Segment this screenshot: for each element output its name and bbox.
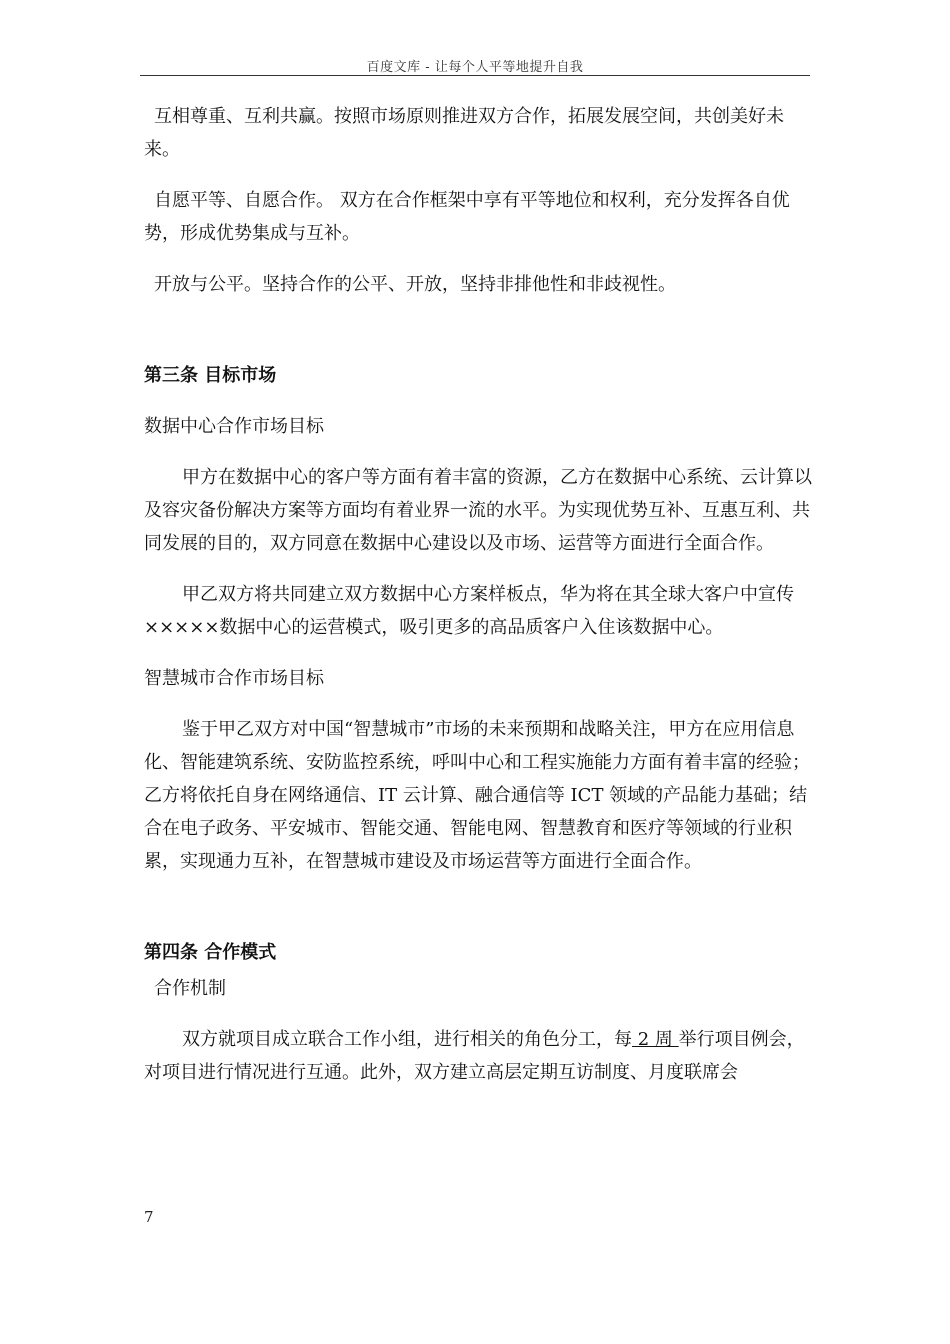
working-group-text-end: 举行项目例会，对项目进行情况进行互通。此外，双方建立高层定期互访制度、月度联席会 (144, 1029, 805, 1083)
subheading-smartcity-target: 智慧城市合作市场目标 (144, 668, 324, 689)
subheading-cooperation-mechanism: 合作机制 (154, 978, 226, 999)
working-group-text-start: 双方就项目成立联合工作小组，进行相关的角色分工，每 (182, 1029, 632, 1050)
paragraph-smartcity-cooperation: 鉴于甲乙双方对中国“智慧城市”市场的未来预期和战略关注，甲方在应用信息化、智能建筑系统、安防监控系统，呼叫中心和工程实施能力方面有着丰富的经验；乙方将依托自身在网络通信、IT 云计算、融合通信等 ICT 领域的产品能力基础；结合在电子政务、平安城市、智能交通、智能电网、智慧教育和医疗等领域的行业积累，实现通力互补，在智慧城市建设及市场运营等方面进行全面合作。 (144, 719, 810, 872)
page-header: 百度文库 - 让每个人平等地提升自我 (366, 60, 584, 75)
paragraph-openness-fairness: 开放与公平。坚持合作的公平、开放，坚持非排他性和非歧视性。 (154, 274, 676, 295)
subheading-datacenter-target: 数据中心合作市场目标 (144, 416, 324, 437)
paragraph-datacenter-cooperation: 甲方在数据中心的客户等方面有着丰富的资源，乙方在数据中心系统、云计算以及容灾备份解决方案等方面均有着业界一流的水平。为实现优势互补、互惠互利、共同发展的目的，双方同意在数据中心建设以及市场、运营等方面进行全面合作。 (144, 467, 812, 554)
paragraph-joint-working-group (144, 1023, 812, 1089)
paragraph-datacenter-showcase: 甲乙双方将共同建立双方数据中心方案样板点，华为将在其全球大客户中宣传×××××数据中心的运营模式，吸引更多的高品质客户入住该数据中心。 (144, 584, 794, 638)
paragraph-mutual-respect: 互相尊重、互利共赢。按照市场原则推进双方合作，拓展发展空间，共创美好未来。 (144, 106, 784, 160)
meeting-interval-underlined: 2 周 (632, 1029, 679, 1050)
page-number: 7 (144, 1208, 154, 1226)
document-body (144, 100, 812, 1089)
section-heading-article-4: 第四条 合作模式 (144, 942, 277, 963)
paragraph-voluntary-equality: 自愿平等、自愿合作。 双方在合作框架中享有平等地位和权利，充分发挥各自优势，形成优势集成与互补。 (144, 190, 790, 244)
header-divider (140, 75, 810, 76)
section-heading-article-3: 第三条 目标市场 (144, 365, 277, 386)
